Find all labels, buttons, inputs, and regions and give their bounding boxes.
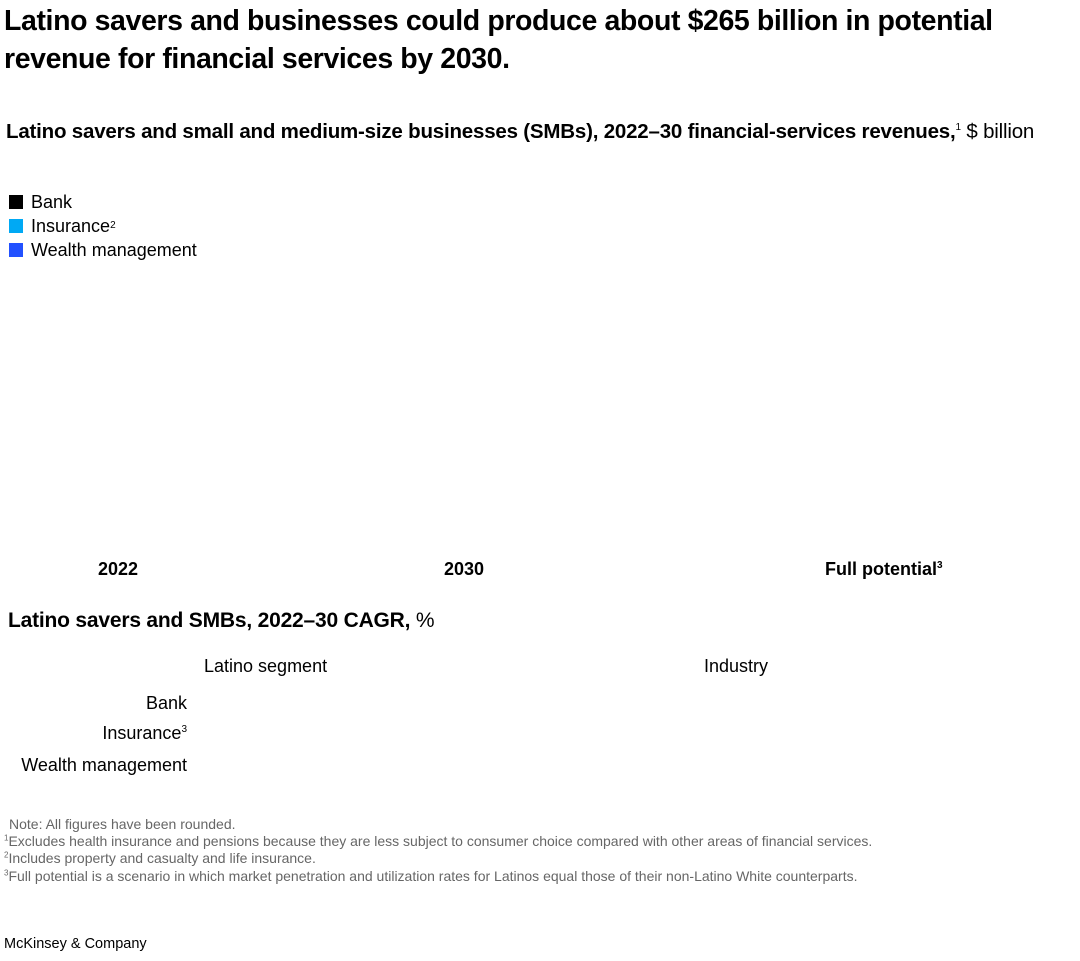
footnote-ref: 3	[937, 560, 943, 571]
x-category-full-potential	[825, 558, 943, 580]
revenue-chart-title	[6, 118, 1034, 145]
x-category-label: Full potential	[825, 559, 937, 579]
legend-label: Wealth management	[31, 240, 197, 260]
note-rounded: Note: All figures have been rounded.	[9, 816, 236, 832]
insurance-swatch-icon	[9, 219, 23, 233]
footnote-2	[4, 850, 872, 867]
footnote-ref: 1	[955, 122, 961, 134]
revenue-plot-area	[0, 270, 1080, 550]
chart-headline: Latino savers and businesses could produce about $265 billion in potential revenue for financial services by 2030.	[4, 5, 993, 75]
footnote-text: Includes property and casualty and life insurance.	[8, 850, 316, 867]
bank-swatch-icon	[9, 195, 23, 209]
footnotes	[4, 816, 872, 885]
footnote-1	[4, 833, 872, 850]
x-category-2022	[98, 558, 138, 580]
footnote-marker: 3	[4, 867, 9, 877]
revenue-chart-title-bold: Latino savers and small and medium-size businesses (SMBs), 2022–30 financial-services revenues,	[6, 120, 956, 143]
row-label-text: Wealth management	[21, 755, 187, 775]
footnote-text: Excludes health insurance and pensions because they are less subject to consumer choice compared with other areas of financial services.	[8, 833, 873, 850]
brand-logo-text: McKinsey & Company	[4, 936, 147, 952]
revenue-chart-unit: $ billion	[966, 120, 1035, 143]
x-category-label: 2030	[444, 559, 485, 579]
row-label-bank	[146, 691, 187, 715]
x-category-label: 2022	[98, 559, 139, 579]
footnote-marker: 1	[4, 833, 9, 843]
legend-label: Insurance	[31, 216, 111, 236]
legend-label: Bank	[31, 192, 73, 212]
wealth-management-swatch-icon	[9, 243, 23, 257]
column-header-industry: Industry	[704, 656, 769, 676]
legend-item-bank	[9, 190, 197, 214]
cagr-chart-title-bold: Latino savers and SMBs, 2022–30 CAGR,	[8, 609, 411, 632]
row-label-insurance	[102, 721, 187, 745]
cagr-chart-unit: %	[415, 609, 435, 632]
column-header-latino-segment: Latino segment	[204, 656, 328, 676]
legend	[9, 190, 197, 262]
footnote-text: Full potential is a scenario in which market penetration and utilization rates for Latinos equal those of their non-Latino White counterparts.	[8, 867, 858, 884]
cagr-chart-title	[8, 607, 434, 635]
footnote-ref: 3	[181, 724, 187, 735]
row-label-text: Insurance	[102, 723, 182, 743]
footnote-3	[4, 868, 872, 885]
legend-item-wealth-management	[9, 238, 197, 262]
legend-item-insurance: Insurance 2	[9, 214, 197, 238]
row-label-wealth-management	[21, 753, 187, 777]
footnote-marker: 2	[4, 850, 9, 860]
x-category-2030	[444, 558, 484, 580]
row-label-text: Bank	[145, 693, 187, 713]
